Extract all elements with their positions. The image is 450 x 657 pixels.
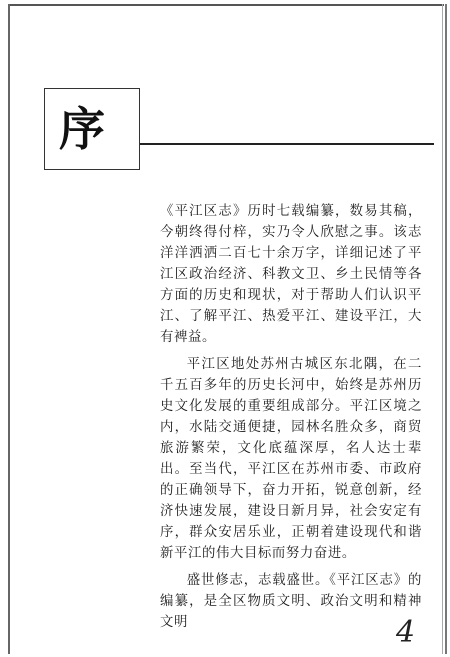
paragraph-1: 《平江区志》历时七载编纂，数易其稿，今朝终得付梓，实乃令人欣慰之事。该志洋洋洒洒二百七十余万字，详细记述了平江区政治经济、科教文卫、乡土民情等各方面的历史和现状，对于帮助人们认识平江、了解平江、热爱平江、建设平江，大有裨益。 xyxy=(160,204,422,345)
scan-border-right-inner xyxy=(442,4,443,654)
scan-border-left xyxy=(8,4,10,654)
scan-border-top xyxy=(8,4,444,6)
heading-box xyxy=(44,88,140,170)
scan-border-right xyxy=(445,4,447,654)
page-title: 序 xyxy=(59,102,105,156)
paragraph-2: 平江区地处苏州古城区东北隅，在二千五百多年的历史长河中，始终是苏州历史文化发展的重要组成部分。平江区境之内，水陆交通便捷，园林名胜众多，商贸旅游繁荣，文化底蕴深厚，名人达士辈出。至当代，平江区在苏州市委、市政府的正确领导下，奋力开拓，锐意创新，经济快速发展，建设日新月异，社会安定有序，群众安居乐业，正朝着建设现代和谐新平江的伟大目标而努力奋进。 xyxy=(160,357,422,561)
body-text xyxy=(160,201,422,639)
paragraph-3: 盛世修志，志载盛世。《平江区志》的编纂，是全区物质文明、政治文明和精神文明 xyxy=(160,573,422,630)
heading-rule xyxy=(140,143,434,145)
page-number: 4 xyxy=(396,615,416,650)
